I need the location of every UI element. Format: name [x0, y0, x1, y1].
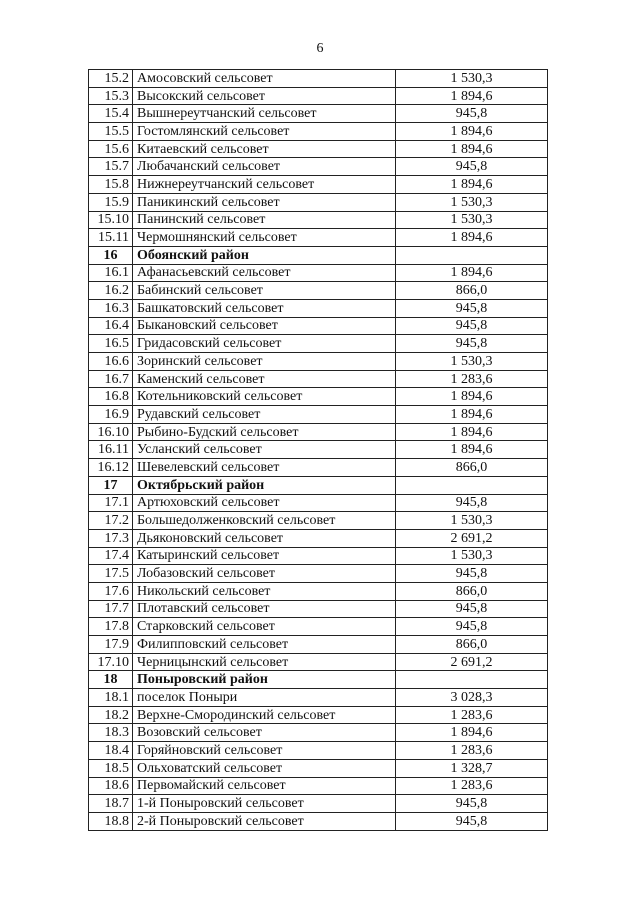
table-row — [89, 193, 548, 211]
row-number: 16.10 — [89, 423, 133, 441]
table-row — [89, 158, 548, 176]
municipality-name: Ольховатский сельсовет — [133, 759, 396, 777]
district-name: Октябрьский район — [133, 476, 396, 494]
row-number: 16.6 — [89, 353, 133, 371]
municipality-name: Гридасовский сельсовет — [133, 335, 396, 353]
amount-value: 2 691,2 — [396, 529, 548, 547]
amount-value: 1 894,6 — [396, 123, 548, 141]
district-row — [89, 671, 548, 689]
amount-value: 1 894,6 — [396, 441, 548, 459]
municipality-name: Амосовский сельсовет — [133, 70, 396, 88]
amount-value: 2 691,2 — [396, 653, 548, 671]
row-number: 17.5 — [89, 565, 133, 583]
table-row — [89, 600, 548, 618]
row-number: 16 — [89, 246, 133, 264]
row-number: 16.8 — [89, 388, 133, 406]
municipality-name: Никольский сельсовет — [133, 582, 396, 600]
table-row — [89, 777, 548, 795]
amount-value: 945,8 — [396, 494, 548, 512]
amount-value: 945,8 — [396, 335, 548, 353]
amount-value: 945,8 — [396, 565, 548, 583]
row-number: 15.9 — [89, 193, 133, 211]
amount-value: 945,8 — [396, 812, 548, 830]
table-row — [89, 494, 548, 512]
amount-value: 1 530,3 — [396, 512, 548, 530]
table-row — [89, 87, 548, 105]
amount-value: 945,8 — [396, 317, 548, 335]
row-number: 15.5 — [89, 123, 133, 141]
table-row — [89, 370, 548, 388]
district-row — [89, 476, 548, 494]
municipality-name: Горяйновский сельсовет — [133, 742, 396, 760]
table-row — [89, 529, 548, 547]
table-row — [89, 706, 548, 724]
amount-value: 866,0 — [396, 459, 548, 477]
municipality-name: Катыринский сельсовет — [133, 547, 396, 565]
row-number: 17.3 — [89, 529, 133, 547]
row-number: 18.2 — [89, 706, 133, 724]
municipality-name: Усланский сельсовет — [133, 441, 396, 459]
page-number: 6 — [316, 41, 324, 56]
row-number: 16.5 — [89, 335, 133, 353]
municipality-name: Рыбино-Будский сельсовет — [133, 423, 396, 441]
amount-value: 1 894,6 — [396, 229, 548, 247]
table-row — [89, 547, 548, 565]
amount-value: 945,8 — [396, 600, 548, 618]
row-number: 16.2 — [89, 282, 133, 300]
row-number: 18.3 — [89, 724, 133, 742]
amount-value: 945,8 — [396, 158, 548, 176]
municipality-name: Панинский сельсовет — [133, 211, 396, 229]
table-row — [89, 406, 548, 424]
table-row — [89, 353, 548, 371]
row-number: 18.6 — [89, 777, 133, 795]
row-number: 17.6 — [89, 582, 133, 600]
municipality-name: Лобазовский сельсовет — [133, 565, 396, 583]
municipality-name: Большедолженковский сельсовет — [133, 512, 396, 530]
table-row — [89, 282, 548, 300]
municipality-name: Нижнереутчанский сельсовет — [133, 176, 396, 194]
table-body — [89, 70, 548, 831]
row-number: 15.8 — [89, 176, 133, 194]
amount-value: 1 283,6 — [396, 777, 548, 795]
table-row — [89, 299, 548, 317]
row-number: 16.7 — [89, 370, 133, 388]
table-row — [89, 211, 548, 229]
row-number: 17 — [89, 476, 133, 494]
district-row — [89, 246, 548, 264]
amount-value: 1 530,3 — [396, 353, 548, 371]
amount-value: 1 894,6 — [396, 388, 548, 406]
municipality-name: Плотавский сельсовет — [133, 600, 396, 618]
row-number: 17.1 — [89, 494, 133, 512]
amount-value: 1 530,3 — [396, 211, 548, 229]
row-number: 16.12 — [89, 459, 133, 477]
municipality-name: Гостомлянский сельсовет — [133, 123, 396, 141]
row-number: 16.11 — [89, 441, 133, 459]
table-row — [89, 317, 548, 335]
row-number: 15.4 — [89, 105, 133, 123]
row-number: 18.1 — [89, 689, 133, 707]
row-number: 17.8 — [89, 618, 133, 636]
table-row — [89, 795, 548, 813]
row-number: 18.5 — [89, 759, 133, 777]
district-name: Обоянский район — [133, 246, 396, 264]
municipality-name: Верхне-Смородинский сельсовет — [133, 706, 396, 724]
row-number: 15.6 — [89, 140, 133, 158]
municipality-name: Вышнереутчанский сельсовет — [133, 105, 396, 123]
municipality-name: Шевелевский сельсовет — [133, 459, 396, 477]
table-row — [89, 229, 548, 247]
municipality-name: Чермошнянский сельсовет — [133, 229, 396, 247]
amount-value: 1 894,6 — [396, 724, 548, 742]
row-number: 18.4 — [89, 742, 133, 760]
amount-value: 866,0 — [396, 282, 548, 300]
amount-value: 866,0 — [396, 636, 548, 654]
table-row — [89, 512, 548, 530]
amount-value: 3 028,3 — [396, 689, 548, 707]
municipality-name: Старковский сельсовет — [133, 618, 396, 636]
amount-value: 866,0 — [396, 582, 548, 600]
row-number: 17.2 — [89, 512, 133, 530]
allocation-table — [88, 69, 548, 831]
amount-value — [396, 476, 548, 494]
amount-value: 945,8 — [396, 105, 548, 123]
row-number: 15.7 — [89, 158, 133, 176]
municipality-name: поселок Поныри — [133, 689, 396, 707]
municipality-name: Афанасьевский сельсовет — [133, 264, 396, 282]
municipality-name: Бабинский сельсовет — [133, 282, 396, 300]
municipality-name: Китаевский сельсовет — [133, 140, 396, 158]
table-row — [89, 176, 548, 194]
municipality-name: Первомайский сельсовет — [133, 777, 396, 795]
table-row — [89, 70, 548, 88]
table-row — [89, 636, 548, 654]
amount-value: 1 283,6 — [396, 742, 548, 760]
table-row — [89, 105, 548, 123]
table-row — [89, 441, 548, 459]
table-row — [89, 724, 548, 742]
municipality-name: Возовский сельсовет — [133, 724, 396, 742]
amount-value — [396, 246, 548, 264]
row-number: 17.10 — [89, 653, 133, 671]
table-row — [89, 123, 548, 141]
municipality-name: Башкатовский сельсовет — [133, 299, 396, 317]
municipality-name: Черницынский сельсовет — [133, 653, 396, 671]
table-row — [89, 140, 548, 158]
row-number: 16.3 — [89, 299, 133, 317]
municipality-name: 2-й Поныровский сельсовет — [133, 812, 396, 830]
table-row — [89, 565, 548, 583]
municipality-name: Высокский сельсовет — [133, 87, 396, 105]
table-row — [89, 742, 548, 760]
table-row — [89, 459, 548, 477]
amount-value: 945,8 — [396, 795, 548, 813]
row-number: 18.8 — [89, 812, 133, 830]
row-number: 16.4 — [89, 317, 133, 335]
municipality-name: Котельниковский сельсовет — [133, 388, 396, 406]
row-number: 15.2 — [89, 70, 133, 88]
amount-value: 1 530,3 — [396, 193, 548, 211]
table-row — [89, 388, 548, 406]
row-number: 15.10 — [89, 211, 133, 229]
municipality-name: Зоринский сельсовет — [133, 353, 396, 371]
municipality-name: Каменский сельсовет — [133, 370, 396, 388]
amount-value: 1 328,7 — [396, 759, 548, 777]
row-number: 17.7 — [89, 600, 133, 618]
municipality-name: 1-й Поныровский сельсовет — [133, 795, 396, 813]
row-number: 18 — [89, 671, 133, 689]
table-row — [89, 335, 548, 353]
table-row — [89, 812, 548, 830]
table-row — [89, 653, 548, 671]
amount-value: 1 283,6 — [396, 370, 548, 388]
amount-value: 1 894,6 — [396, 264, 548, 282]
municipality-name: Любачанский сельсовет — [133, 158, 396, 176]
amount-value: 945,8 — [396, 299, 548, 317]
municipality-name: Быкановский сельсовет — [133, 317, 396, 335]
table-row — [89, 582, 548, 600]
district-name: Поныровский район — [133, 671, 396, 689]
amount-value: 1 530,3 — [396, 547, 548, 565]
table-row — [89, 759, 548, 777]
table-row — [89, 689, 548, 707]
municipality-name: Паникинский сельсовет — [133, 193, 396, 211]
row-number: 17.4 — [89, 547, 133, 565]
amount-value — [396, 671, 548, 689]
table-row — [89, 264, 548, 282]
municipality-name: Дьяконовский сельсовет — [133, 529, 396, 547]
row-number: 16.9 — [89, 406, 133, 424]
table-row — [89, 618, 548, 636]
row-number: 15.3 — [89, 87, 133, 105]
amount-value: 1 530,3 — [396, 70, 548, 88]
municipality-name: Рудавский сельсовет — [133, 406, 396, 424]
amount-value: 1 894,6 — [396, 406, 548, 424]
row-number: 18.7 — [89, 795, 133, 813]
table-row — [89, 423, 548, 441]
municipality-name: Артюховский сельсовет — [133, 494, 396, 512]
amount-value: 1 894,6 — [396, 87, 548, 105]
amount-value: 1 894,6 — [396, 423, 548, 441]
municipality-name: Филипповский сельсовет — [133, 636, 396, 654]
amount-value: 1 283,6 — [396, 706, 548, 724]
row-number: 15.11 — [89, 229, 133, 247]
row-number: 17.9 — [89, 636, 133, 654]
amount-value: 945,8 — [396, 618, 548, 636]
row-number: 16.1 — [89, 264, 133, 282]
amount-value: 1 894,6 — [396, 176, 548, 194]
amount-value: 1 894,6 — [396, 140, 548, 158]
